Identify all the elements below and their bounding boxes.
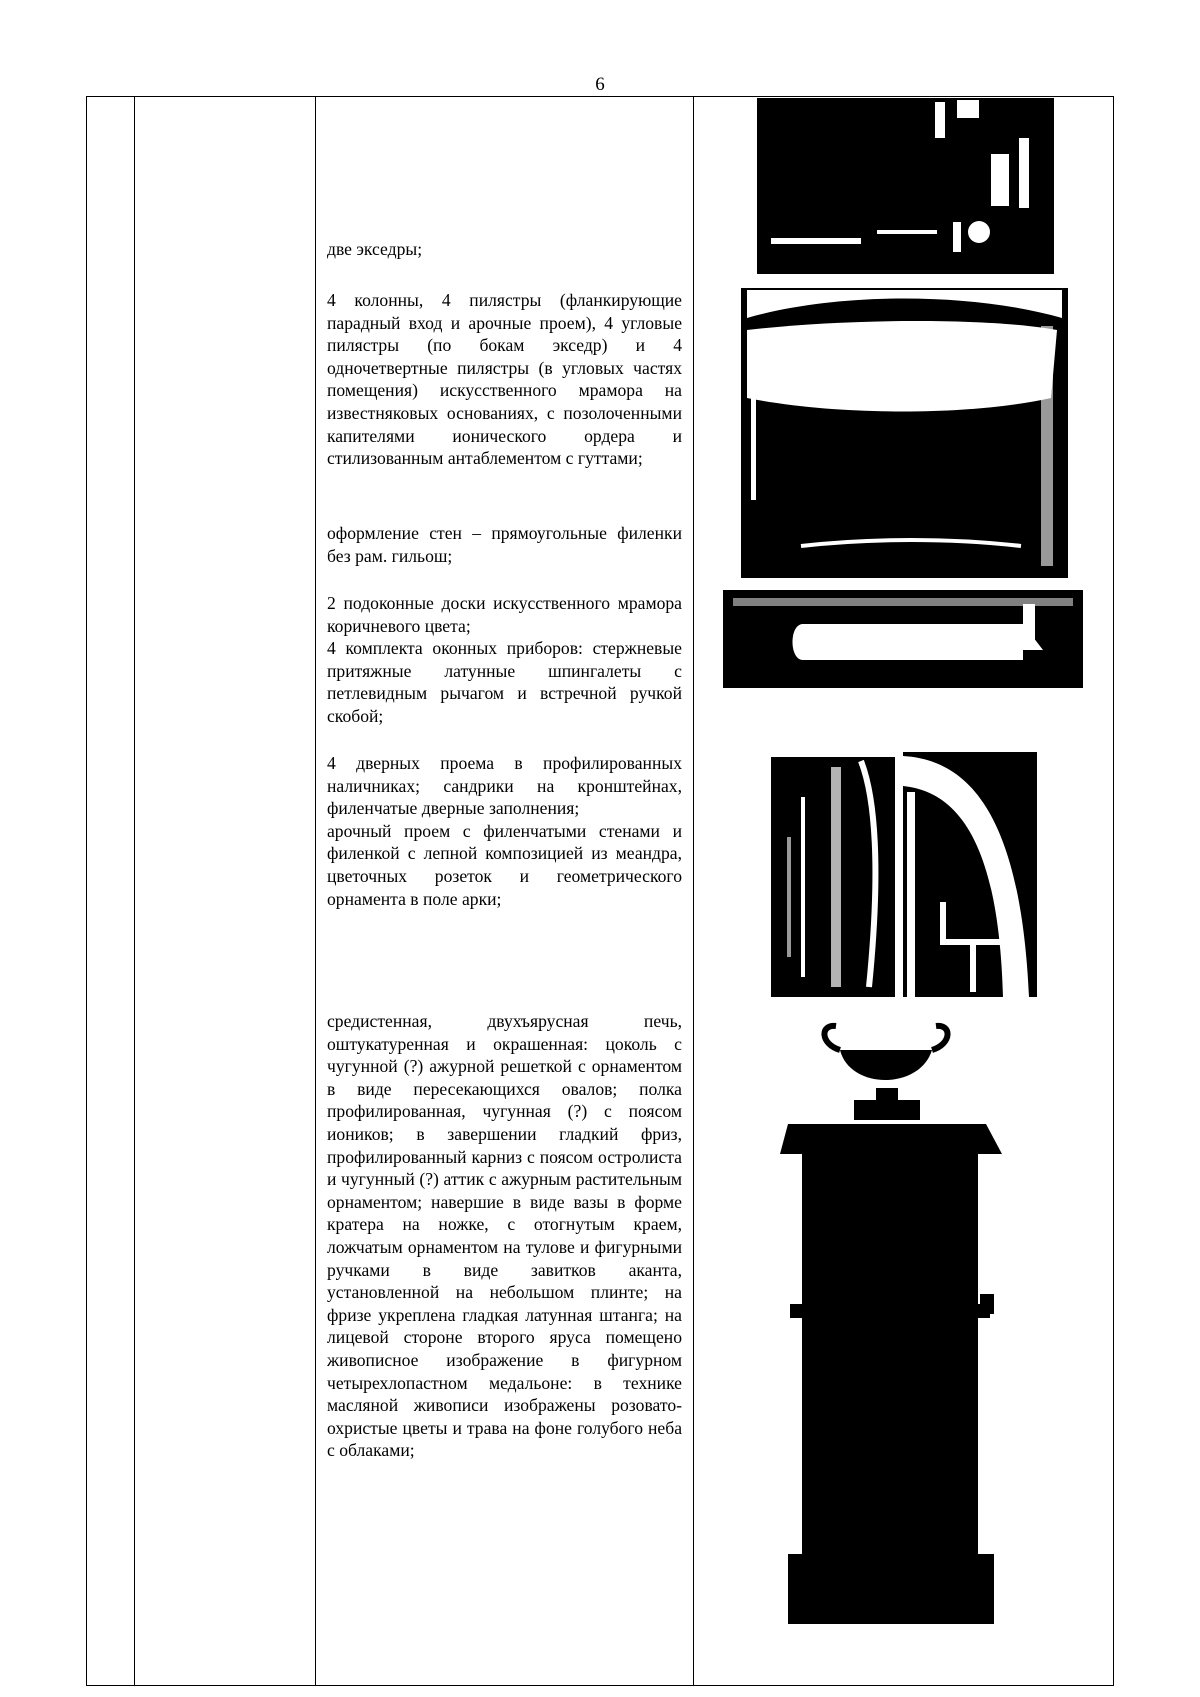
column-divider-1: [134, 96, 135, 1686]
description-columns-pilasters: 4 колонны, 4 пилястры (фланкирующие парадный вход и арочные проем), 4 угловые пилястры (по бокам экседр) и 4 одночетвертные пилястры (в угловых частях помещения) искусственного мрамора на известняковых основаниях, с позолоченными капителями ионического ордера и стилизованным антаблементом с гуттами;: [327, 290, 682, 469]
description-arch: арочный проем с филенчатыми стенами и филенкой с лепной композицией из меандра, цветочных розеток и геометрического орнамента в поле арки;: [327, 820, 682, 909]
description-window-sills-and-fittings: [327, 592, 682, 728]
page-number: 6: [595, 74, 605, 95]
description-exedras: две экседры;: [327, 239, 423, 259]
description-window-sills: 2 подоконные доски искусственного мрамора коричневого цвета;: [327, 593, 682, 636]
photo-columns: [741, 288, 1068, 578]
description-window-fittings: 4 комплекта оконных приборов: стержневые притяжные латунные шпингалеты с петлевидным рычагом и встречной ручкой скобой;: [327, 638, 682, 726]
description-doorways-and-arch: [327, 752, 682, 910]
description-stove: средистенная, двухъярусная печь, оштукатуренная и окрашенная: цоколь с чугунной (?) ажурной решеткой с орнаментом в виде пересекающихся овалов; полка профилированная, чугунная (?) с поясом иоников; в завершении гладкий фриз, профилированный карниз с поясом остролиста и чугунный (?) аттик с ажурным растительным орнаментом; навершие в виде вазы в форме кратера на ножке, с отогнутым краем, ложчатым орнаментом на тулове и фигурными ручками в виде завитков аканта, установленной на небольшом плинте; на фризе укреплена гладкая латунная штанга; на лицевой стороне второго яруса помещено живописное изображение в фигурном четырехлопастном медальоне: в технике масляной живописи изображены розовато-охристые цветы и трава на фоне голубого неба с облаками;: [327, 1011, 682, 1461]
photo-stove: [780, 1014, 1020, 1624]
photo-exedra: [757, 98, 1054, 274]
photo-window-sill: [723, 590, 1083, 688]
photo-arch-opening: [903, 752, 1037, 997]
description-doorways: 4 дверных проема в профилированных наличниках; сандрики на кронштейнах, филенчатые дверные заполнения;: [327, 753, 682, 819]
description-wall-panels: оформление стен – прямоугольные филенки без рам. гильош;: [327, 523, 682, 566]
column-divider-2: [315, 96, 316, 1686]
column-divider-3: [693, 96, 694, 1686]
photo-door-detail: [771, 757, 895, 997]
